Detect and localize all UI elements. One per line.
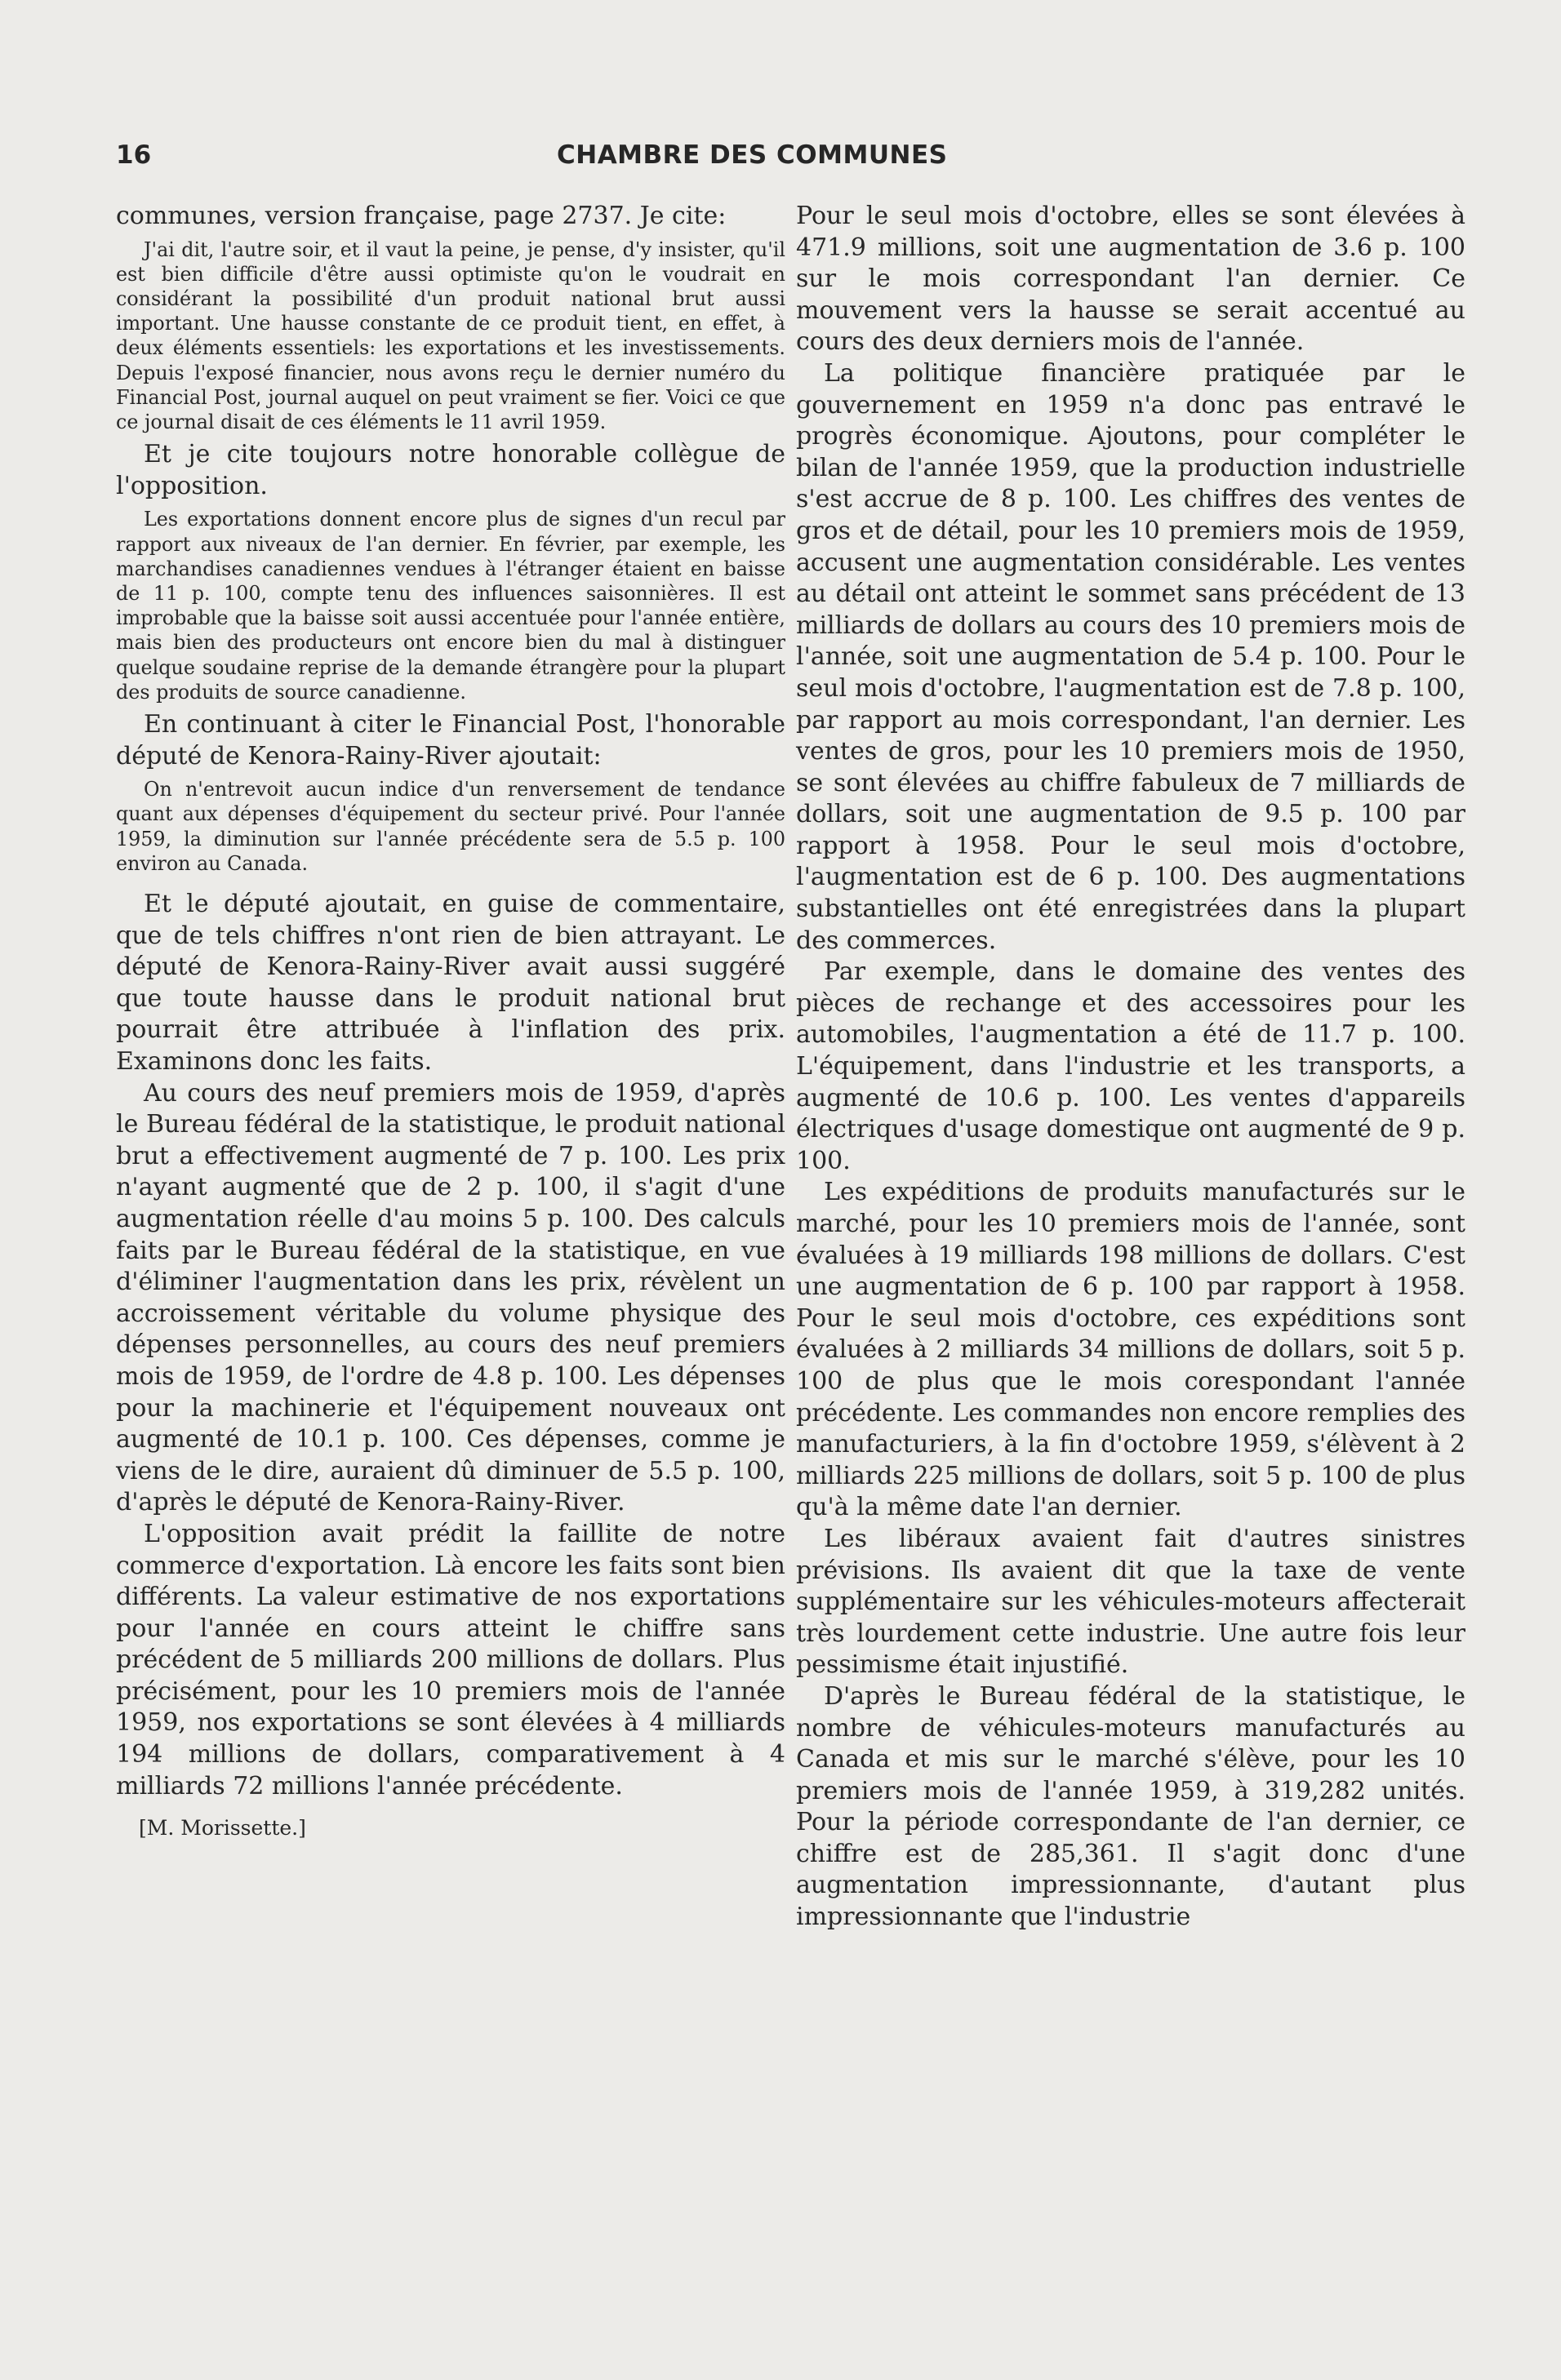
spacer [116,881,785,889]
paragraph: Et je cite toujours notre honorable collègue de l'opposition. [116,440,785,500]
paragraph: Par exemple, dans le domaine des ventes des pièces de rechange et des accessoires pour les automobiles, l'augmentation a été de 11.7 p. 100. L'équipement, dans l'industrie et les transports, a augmenté de 10.6 p. 100. Les ventes d'appareils électriques d'usage domestique ont augmenté de 9 p. 100. [796,957,1465,1175]
page-header [116,140,1455,176]
paragraph: Les expéditions de produits manufacturés sur le marché, pour les 10 premiers mois de l'année, sont évaluées à 19 milliards 198 millions de dollars. C'est une augmentation de 6 p. 100 par rapport à 1958. Pour le seul mois d'octobre, ces expéditions sont évaluées à 2 milliards 34 millions de dollars, soit 5 p. 100 de plus que le mois corespondant l'année précédente. Les commandes non encore remplies des manufacturiers, à la fin d'octobre 1959, s'élèvent à 2 milliards 225 millions de dollars, soit 5 p. 100 de plus qu'à la même date l'an dernier. [796,1178,1465,1522]
paragraph: Pour le seul mois d'octobre, elles se sont élevées à 471.9 millions, soit une augmentation de 3.6 p. 100 sur le mois correspondant l'an dernier. Ce mouvement vers la hausse se serait accentué au cours des deux derniers mois de l'année. [796,202,1465,357]
paragraph: communes, version française, page 2737. Je cite: [116,202,727,230]
right-column [796,201,1465,1934]
paragraph: La politique financière pratiquée par le gouvernement en 1959 n'a donc pas entravé le progrès économique. Ajoutons, pour compléter le bilan de l'année 1959, que la production industrielle s'est accrue de 8 p. 100. Les chiffres des ventes de gros et de détail, pour les 10 premiers mois de 1959, accusent une augmentation considérable. Les ventes au détail ont atteint le sommet sans précédent de 13 milliards de dollars au cours des 10 premiers mois de l'année, soit une augmentation de 5.4 p. 100. Pour le seul mois d'octobre, l'augmentation est de 7.8 p. 100, par rapport au mois correspondant, l'an dernier. Les ventes de gros, pour les 10 premiers mois de 1950, se sont élevées au chiffre fabuleux de 7 milliards de dollars, soit une augmentation de 9.5 p. 100 par rapport à 1958. Pour le seul mois d'octobre, l'augmentation est de 6 p. 100. Des augmentations substantielles ont été enregistrées dans la plupart des commerces. [796,358,1465,955]
paragraph: Au cours des neuf premiers mois de 1959, d'après le Bureau fédéral de la statistique, le produit national brut a effectivement augmenté de 7 p. 100. Les prix n'ayant augmenté que de 2 p. 100, il s'agit d'une augmentation réelle d'au moins 5 p. 100. Des calculs faits par le Bureau fédéral de la statistique, en vue d'éliminer l'augmentation dans les prix, révèlent un accroissement véritable du volume physique des dépenses personnelles, au cours des neuf premiers mois de 1959, de l'ordre de 4.8 p. 100. Les dépenses pour la machinerie et l'équipement nouveaux ont augmenté de 10.1 p. 100. Ces dépenses, comme je viens de le dire, auraient dû diminuer de 5.5 p. 100, d'après le député de Kenora-Rainy-River. [116,1078,785,1517]
paragraph: Et le député ajoutait, en guise de commentaire, que de tels chiffres n'ont rien de bien attrayant. Le député de Kenora-Rainy-River avait aussi suggéré que toute hausse dans le produit national brut pourrait être attribuée à l'inflation des prix. Examinons donc les faits. [116,890,785,1076]
paragraph: Les libéraux avaient fait d'autres sinistres prévisions. Ils avaient dit que la taxe de vente supplémentaire sur les véhicules-moteurs affecterait très lourdement cette industrie. Une autre fois leur pessimisme était injustifié. [796,1524,1465,1680]
running-head: CHAMBRE DES COMMUNES [557,140,948,170]
left-column [116,201,785,1841]
paragraph: D'après le Bureau fédéral de la statistique, le nombre de véhicules-moteurs manufacturés au Canada et mis sur le marché s'élève, pour les 10 premiers mois de l'année 1959, à 319,282 unités. Pour la période correspondante de l'an dernier, ce chiffre est de 285,361. Il s'agit donc d'une augmentation impressionnante, d'autant plus impressionnante que l'industrie [796,1681,1465,1932]
block-quote: Les exportations donnent encore plus de signes d'un recul par rapport aux niveaux de l'an dernier. En février, par exemple, les marchandises canadiennes vendues à l'étranger étaient en baisse de 11 p. 100, compte tenu des influences saisonnières. Il est improbable que la baisse soit aussi accentuée pour l'année entière, mais bien des producteurs ont encore bien du mal à distinguer quelque soudaine reprise de la demande étrangère pour la plupart des produits de source canadienne. [116,508,785,704]
page-number: 16 [116,140,152,170]
block-quote: On n'entrevoit aucun indice d'un renversement de tendance quant aux dépenses d'équipement du secteur privé. Pour l'année 1959, la diminution sur l'année précédente sera de 5.5 p. 100 environ au Canada. [116,778,785,875]
block-quote: J'ai dit, l'autre soir, et il vaut la peine, je pense, d'y insister, qu'il est bien difficile d'être aussi optimiste qu'on le voudrait en considérant la possibilité d'un produit national brut aussi important. Une hausse constante de ce produit tient, en effet, à deux éléments essentiels: les exportations et les investissements. Depuis l'exposé financier, nous avons reçu le dernier numéro du Financial Post, journal auquel on peut vraiment se fier. Voici ce que ce journal disait de ces éléments le 11 avril 1959. [116,238,785,434]
speaker-attribution: [M. Morissette.] [139,1816,306,1841]
paragraph: En continuant à citer le Financial Post, l'honorable député de Kenora-Rainy-River ajoutait: [116,710,785,770]
paragraph: L'opposition avait prédit la faillite de notre commerce d'exportation. Là encore les faits sont bien différents. La valeur estimative de nos exportations pour l'année en cours atteint le chiffre sans précédent de 5 milliards 200 millions de dollars. Plus précisément, pour les 10 premiers mois de l'année 1959, nos exportations se sont élevées à 4 milliards 194 millions de dollars, comparativement à 4 milliards 72 millions l'année précédente. [116,1519,785,1801]
